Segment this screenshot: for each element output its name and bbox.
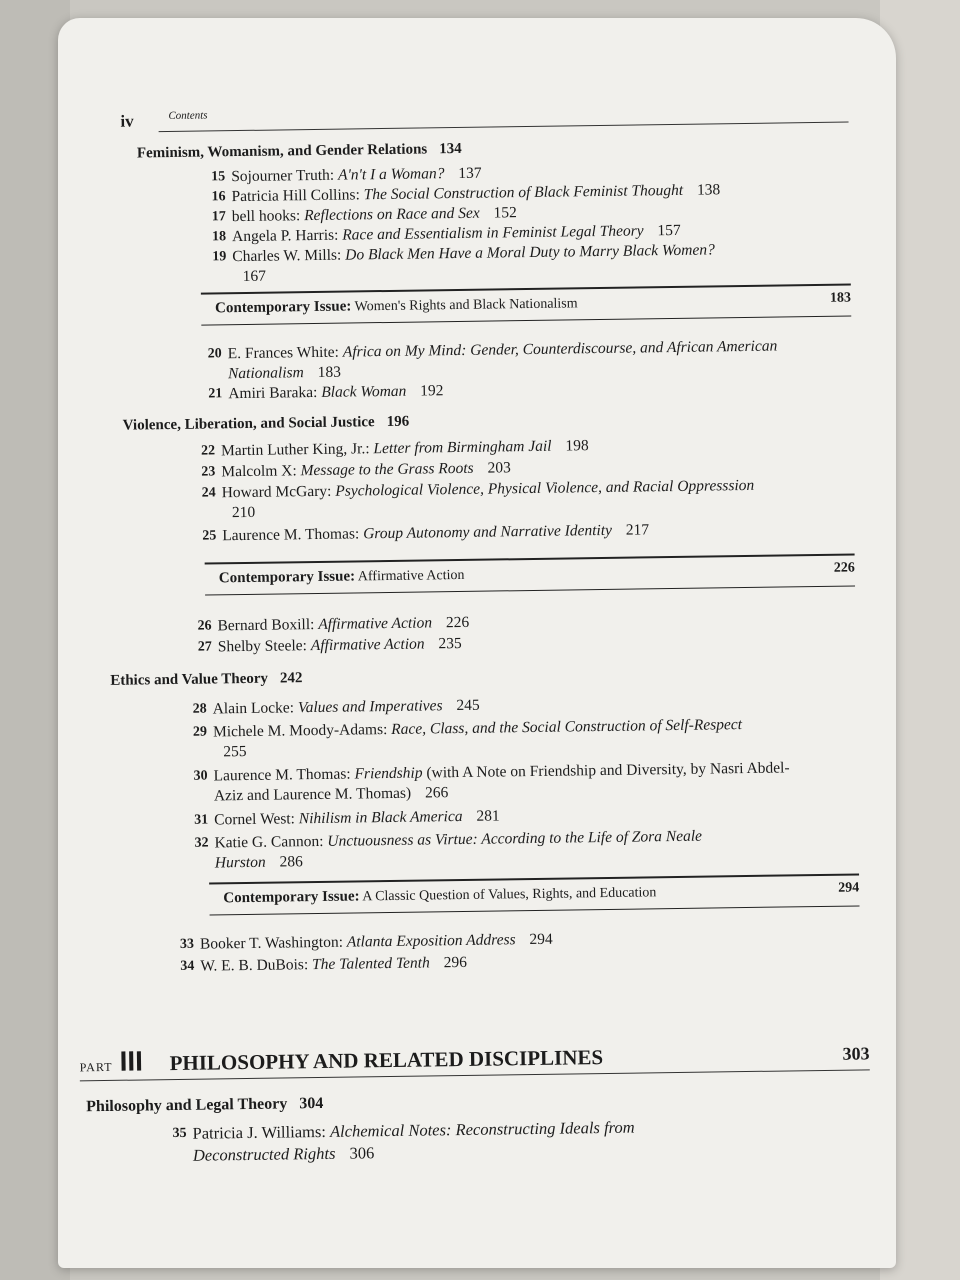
- section-title: Philosophy and Legal Theory: [86, 1095, 288, 1116]
- entry-page: 183: [317, 363, 342, 381]
- contents-body: [79, 78, 870, 1248]
- entry-page: 137: [458, 164, 482, 182]
- part-title: PHILOSOPHY AND RELATED DISCIPLINES: [169, 1045, 604, 1076]
- entry-title: Affirmative Action: [310, 635, 425, 655]
- entry-number: 31: [194, 812, 209, 828]
- issue-prefix: Contemporary Issue:: [214, 298, 352, 317]
- entry-page: 306: [349, 1143, 375, 1163]
- toc-entry: [212, 240, 733, 287]
- section-heading: [110, 670, 302, 690]
- entry-page: 157: [657, 221, 681, 240]
- entry-author: Howard McGary:: [221, 482, 332, 502]
- entry-title: Reflections on Race and Sex: [304, 204, 480, 225]
- entry-page: 226: [445, 613, 470, 632]
- entry-number: 17: [211, 209, 226, 225]
- entry-number: 33: [179, 936, 195, 952]
- entry-number: 27: [197, 639, 212, 655]
- entry-number: 26: [197, 618, 212, 634]
- entry-page: 192: [420, 382, 444, 400]
- entry-page: 210: [231, 503, 256, 522]
- toc-entry: [193, 758, 804, 806]
- running-title: Contents: [168, 109, 208, 123]
- entry-page: 138: [696, 181, 721, 199]
- entry-page: 255: [223, 742, 247, 761]
- entry-title: Values and Imperatives: [297, 697, 443, 717]
- entry-title: Psychological Violence, Physical Violence, and Racial Oppresssion: [335, 476, 755, 500]
- entry-title: Africa on My Mind: Gender, Counterdiscourse, and African American Nationalism: [227, 337, 778, 383]
- entry-page: 235: [438, 634, 462, 653]
- entry-author: Patricia Hill Collins:: [231, 186, 360, 206]
- entry-title: Race, Class, and the Social Construction of Self-Respect: [391, 716, 743, 738]
- entry-author: Patricia J. Williams:: [192, 1121, 327, 1143]
- entry-page: 294: [529, 930, 553, 949]
- entry-title: Group Autonomy and Narrative Identity: [363, 521, 613, 543]
- entry-author: Shelby Steele:: [217, 637, 308, 656]
- entry-page: 167: [242, 267, 267, 285]
- entry-page: 286: [279, 853, 303, 871]
- entry-number: 35: [172, 1125, 187, 1142]
- entry-author: Sojourner Truth:: [231, 166, 335, 186]
- contemporary-issue-banner: [201, 284, 851, 333]
- issue-label: [223, 884, 656, 907]
- entry-page: 245: [456, 696, 480, 715]
- part-heading: [79, 1035, 869, 1086]
- entry-number: 20: [207, 346, 222, 362]
- entry-author: Malcolm X:: [221, 462, 297, 481]
- part-page: 303: [842, 1043, 870, 1064]
- issue-page: 294: [838, 880, 860, 896]
- issue-label: [215, 295, 578, 317]
- entry-author: Michele M. Moody-Adams:: [212, 721, 388, 741]
- banner-rule-bottom: [205, 585, 855, 595]
- entry-number: 34: [180, 958, 195, 974]
- issue-title: Affirmative Action: [357, 567, 465, 585]
- entry-author: Laurence M. Thomas:: [213, 765, 351, 785]
- entry-title: Black Woman: [321, 382, 407, 401]
- issue-label: [219, 567, 465, 587]
- entry-number: 28: [192, 701, 207, 717]
- banner-rule-top: [209, 873, 859, 884]
- section-page: 134: [439, 140, 462, 158]
- entry-author: Booker T. Washington:: [199, 933, 344, 953]
- issue-page: 183: [829, 290, 852, 306]
- entry-number: 21: [208, 386, 223, 402]
- entry-number: 18: [211, 229, 227, 245]
- toc-entry: [201, 475, 783, 523]
- section-heading: [137, 141, 462, 163]
- entry-author: Angela P. Harris:: [231, 226, 339, 246]
- entry-page: 152: [493, 204, 517, 222]
- section-heading: [123, 414, 410, 435]
- part-numeral: III: [119, 1045, 144, 1077]
- toc-entry: [192, 715, 754, 763]
- entry-title: Friendship: [354, 764, 423, 783]
- entry-number: 24: [201, 485, 216, 501]
- banner-rule-bottom: [201, 316, 851, 326]
- issue-title: A Classic Question of Values, Rights, and Education: [362, 885, 657, 905]
- toc-entry: [194, 826, 715, 873]
- entry-title: A'n't I a Woman?: [337, 165, 445, 184]
- entry-author: Cornel West:: [214, 810, 296, 829]
- entry-author: Martin Luther King, Jr.:: [220, 440, 370, 460]
- section-page: 304: [299, 1094, 324, 1113]
- entry-number: 22: [200, 443, 216, 459]
- section-page: 196: [386, 413, 410, 431]
- entry-page: 266: [424, 784, 449, 802]
- entry-title: Alchemical Notes: Reconstructing Ideals from Deconstructed Rights: [192, 1117, 635, 1165]
- entry-author: Laurence M. Thomas:: [222, 525, 360, 545]
- entry-number: 30: [193, 768, 208, 784]
- entry-number: 23: [201, 464, 216, 480]
- entry-author: Amiri Baraka:: [228, 383, 318, 403]
- entry-number: 16: [211, 189, 226, 205]
- issue-prefix: Contemporary Issue:: [223, 888, 360, 907]
- entry-title: Unctuousness as Virtue: According to the Life of Zora Neale Hurston: [214, 827, 703, 872]
- section-page: 242: [279, 670, 303, 687]
- issue-title: Women's Rights and Black Nationalism: [354, 296, 578, 315]
- entry-title: Nihilism in Black America: [298, 807, 463, 828]
- section-title: Ethics and Value Theory: [110, 670, 269, 689]
- banner-rule-top: [205, 553, 855, 564]
- toc-entry: [194, 802, 834, 831]
- entry-author: E. Frances White:: [227, 343, 340, 363]
- entry-page: 281: [476, 807, 500, 825]
- entry-author: Charles W. Mills:: [232, 246, 342, 266]
- entry-page: 203: [487, 459, 511, 477]
- entry-title: Letter from Birmingham Jail: [373, 437, 552, 458]
- entry-note: (with A Note on Friendship and Diversity, by Nasri Abdel-Aziz and Laurence M. Thomas): [213, 759, 790, 805]
- entry-title: Affirmative Action: [318, 614, 433, 633]
- toc-entry: [172, 1116, 713, 1167]
- issue-page: 226: [833, 560, 855, 576]
- entry-number: 29: [192, 724, 208, 740]
- page-number: iv: [120, 111, 134, 131]
- entry-title: The Talented Tenth: [311, 954, 430, 974]
- header-rule: [159, 122, 849, 133]
- entry-author: Katie G. Cannon:: [214, 832, 324, 852]
- book-page: [58, 18, 896, 1268]
- entry-page: 217: [625, 521, 650, 539]
- section-title: Violence, Liberation, and Social Justice: [122, 414, 375, 434]
- section-title: Feminism, Womanism, and Gender Relations: [136, 141, 428, 162]
- entry-title: The Social Construction of Black Feminist Thought: [363, 181, 684, 204]
- entry-number: 32: [194, 835, 209, 851]
- page-header: [98, 98, 848, 138]
- entry-title: Atlanta Exposition Address: [346, 931, 516, 951]
- entry-title: Race and Essentialism in Feminist Legal Theory: [342, 222, 644, 244]
- contemporary-issue-banner: [209, 873, 859, 922]
- entry-title: Do Black Men Have a Moral Duty to Marry Black Women?: [345, 241, 715, 264]
- entry-author: Bernard Boxill:: [217, 616, 315, 635]
- contemporary-issue-banner: [205, 553, 855, 602]
- entry-page: 296: [443, 953, 468, 972]
- entry-author: W. E. B. DuBois:: [200, 956, 309, 975]
- issue-prefix: Contemporary Issue:: [218, 568, 356, 587]
- entry-title: Message to the Grass Roots: [300, 459, 474, 480]
- entry-number: 19: [212, 249, 227, 265]
- entry-number: 15: [211, 169, 226, 185]
- banner-rule-bottom: [210, 905, 860, 915]
- section-heading: [86, 1095, 323, 1116]
- part-word: PART: [79, 1059, 113, 1075]
- entry-number: 25: [202, 528, 217, 544]
- entry-author: Alain Locke:: [212, 699, 295, 718]
- entry-page: 198: [565, 437, 589, 455]
- entry-author: bell hooks:: [231, 207, 301, 226]
